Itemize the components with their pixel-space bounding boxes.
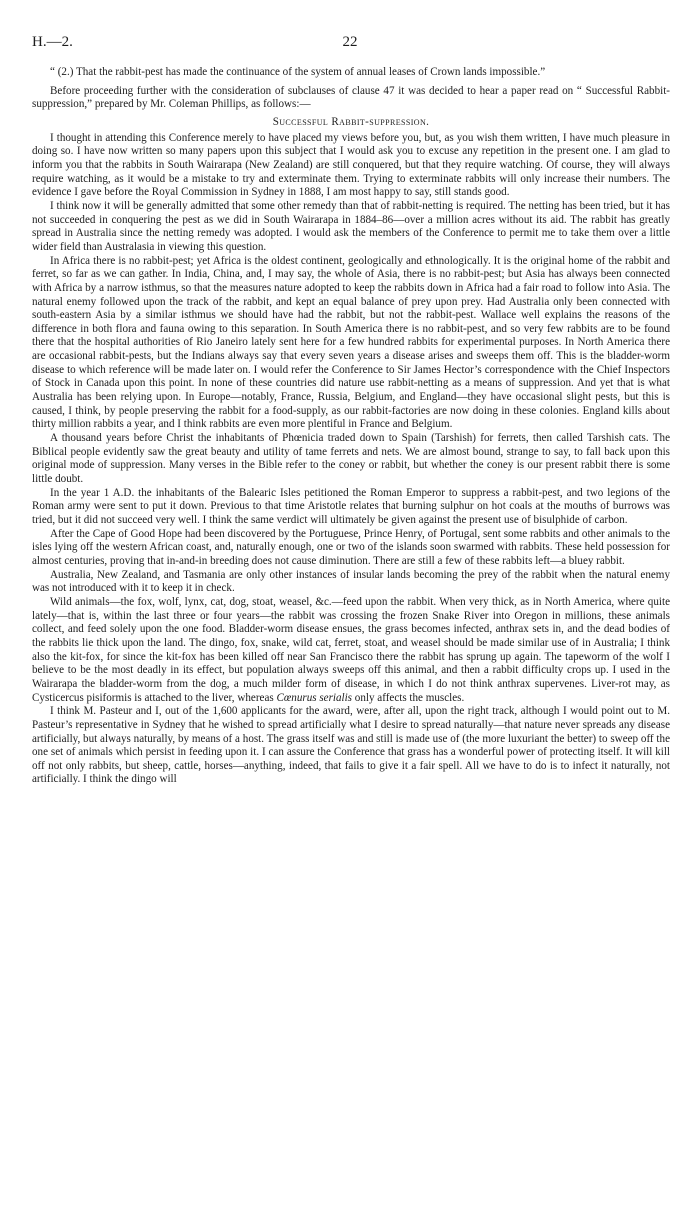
page-body [32,66,670,787]
section-title: Successful Rabbit-suppression. [272,115,430,128]
page-header [32,34,668,54]
essay-paragraph: In Africa there is no rabbit-pest; yet Africa is the oldest continent, geologically and ethnologically. It is the original home of the rabbit and ferret, so far as we can gather. In India, China, and, I may say, the whole of Asia, there is no rabbit-pest; but Asia has always been connected with Africa by a narrow isthmus, so that the measures nature adopted to keep the rabbits down in Africa had a fair road to follow into Asia. The natural enemy followed upon the track of the rabbit, and kept an equal balance of prey upon prey. Had Australia only been connected with south-eastern Asia by a similar isthmus we should have had the rabbit, but not the rabbit-pest. Wallace well explains the reasons of the difference in both flora and fauna owing to this separation. In South America there is no rabbit-pest, and so very few rabbits are to be found there that the hospital authorities of Rio Janeiro lately sent here for a few hundred rabbits for experimental purposes. In North America there are occasional rabbit-pests, but the Indians always say that every seven years a disease arises and sweeps them off. This is the bladder-worm disease to which reference will be made later on. I would refer the Conference to Sir James Hector’s correspondence with the Chief Inspectors of Stock in Canada upon this point. In none of these countries did nature use rabbit-netting as a means of suppression. And yet that is what Australia has been relying upon. In Europe—notably, France, Russia, Belgium, and England—they have occasional slight pests, but this is caused, I think, by people preserving the rabbit for a food-supply, as our rabbit-factories are now doing in these colonies. England kills about thirty million rabbits a year, and I think rabbits are even more plentiful in France and Belgium. [32,254,670,431]
essay-paragraph: I think now it will be generally admitted that some other remedy than that of rabbit-netting is required. The netting has been tried, but it has not succeeded in conquering the pest as we did in South Wairarapa in 1884–86—over a million acres without its aid. The rabbit has greatly spread in Australia since the netting remedy was adopted. I would ask the members of the Conference to permit me to take them over a little wider field than Australasia in viewing this question. [32,199,670,253]
scientific-name: Cœnurus serialis [276,691,353,704]
essay-paragraph: After the Cape of Good Hope had been discovered by the Portuguese, Prince Henry, of Portugal, sent some rabbits and other animals to the isles lying off the western African coast, and, naturally enough, one or two of the islands soon swarmed with rabbits. These held possession for almost centuries, proving that in-and-in breeding does not cause diminution. There are still a few of these rabbits left—a bluey rabbit. [32,527,670,567]
essay-paragraph: I think M. Pasteur and I, out of the 1,600 applicants for the award, were, after all, upon the right track, although I would point out to M. Pasteur’s representative in Sydney that he wished to spread artificially what I desire to spread naturally—that nature never spreads any disease artificially, but always naturally, by means of a host. The grass itself was and still is made use of (the more luxuriant the better) to sweep off the one set of animals which persist in feeding upon it. I can assure the Conference that grass has a wonderful power of protecting itself. It will kill off not only rabbits, but sheep, cattle, horses—anything, indeed, that fails to give it a fair spell. All we have to do is to infect it naturally, not artificially. I think the dingo will [32,705,670,786]
essay-paragraph: Australia, New Zealand, and Tasmania are only other instances of insular lands becoming the prey of the rabbit when the natural enemy was not introduced with it to keep it in check. [32,568,670,595]
page-number: 22 [342,34,358,50]
essay-paragraph: Wild animals—the fox, wolf, lynx, cat, dog, stoat, weasel, &c.—feed upon the rabbit. When very thick, as in North America, where quite lately—that is, within the last three or four years—the rabbit was crossing the frozen Snake River into Oregon in millions, these animals collect, and feed solely upon the one food. Bladder-worm disease ensues, the grass becomes infected, anthrax sets in, and the dead bodies of the rabbits lie thick upon the land. The dingo, fox, snake, wild cat, ferret, stoat, and weasel should be made similar use of in Australia; I think also the kit-fox, for since the kit-fox has been killed off near San Francisco there the rabbit has sprung up again. The tapeworm of the wolf I believe to be the most deadly in its effect, but population always sweeps off this animal, and then a rabbit difficulty crops up. I used in the Wairarapa the bladder-worm from the dog, a much milder form of disease, in which I do not think anthrax supervenes. Liver-rot may, as Cysticercus pisiformis is attached to the liver, whereas Cœnurus serialis only affects the muscles. [32,595,670,704]
document-reference: H.—2. [32,34,73,50]
essay-paragraph: A thousand years before Christ the inhabitants of Phœnicia traded down to Spain (Tarshish) for ferrets, then called Tarshish cats. The Biblical people evidently saw the great beauty and utility of tame ferrets and nets. We are almost bound, strange to say, to fall back upon this original mode of suppression. Many verses in the Bible refer to the coney or rabbit, but whether the coney is our present rabbit there is some little doubt. [32,432,670,486]
essay-paragraph: In the year 1 A.D. the inhabitants of the Balearic Isles petitioned the Roman Emperor to suppress a rabbit-pest, and two legions of the Roman army were sent to put it down. Previous to that time Aristotle relates that burning sulphur on hot coals at the mouths of burrows was tried, but it did not succeed very well. I think the same verdict will ultimately be given against the present use of bisulphide of carbon. [32,486,670,526]
essay-paragraph: I thought in attending this Conference merely to have placed my views before you, but, as you wish them written, I have much pleasure in doing so. I have now written so many papers upon this subject that I would ask you to excuse any repetition in the present one. I am glad to inform you that the rabbits in South Wairarapa (New Zealand) are still conquered, but that they require watching. Of course, they will always require watching, as it would be a mistake to try and exterminate them. Trying to exterminate rabbits will only increase their numbers. The evidence I gave before the Royal Commission in Sydney in 1888, I am most happy to say, still stands good. [32,131,670,199]
intro-paragraph: Before proceeding further with the consideration of subclauses of clause 47 it was decided to hear a paper read on “ Successful Rabbit-suppression,” prepared by Mr. Coleman Phillips, as follows:— [32,84,670,111]
resolution-paragraph: “ (2.) That the rabbit-pest has made the continuance of the system of annual leases of Crown lands impossible.” [50,66,546,78]
